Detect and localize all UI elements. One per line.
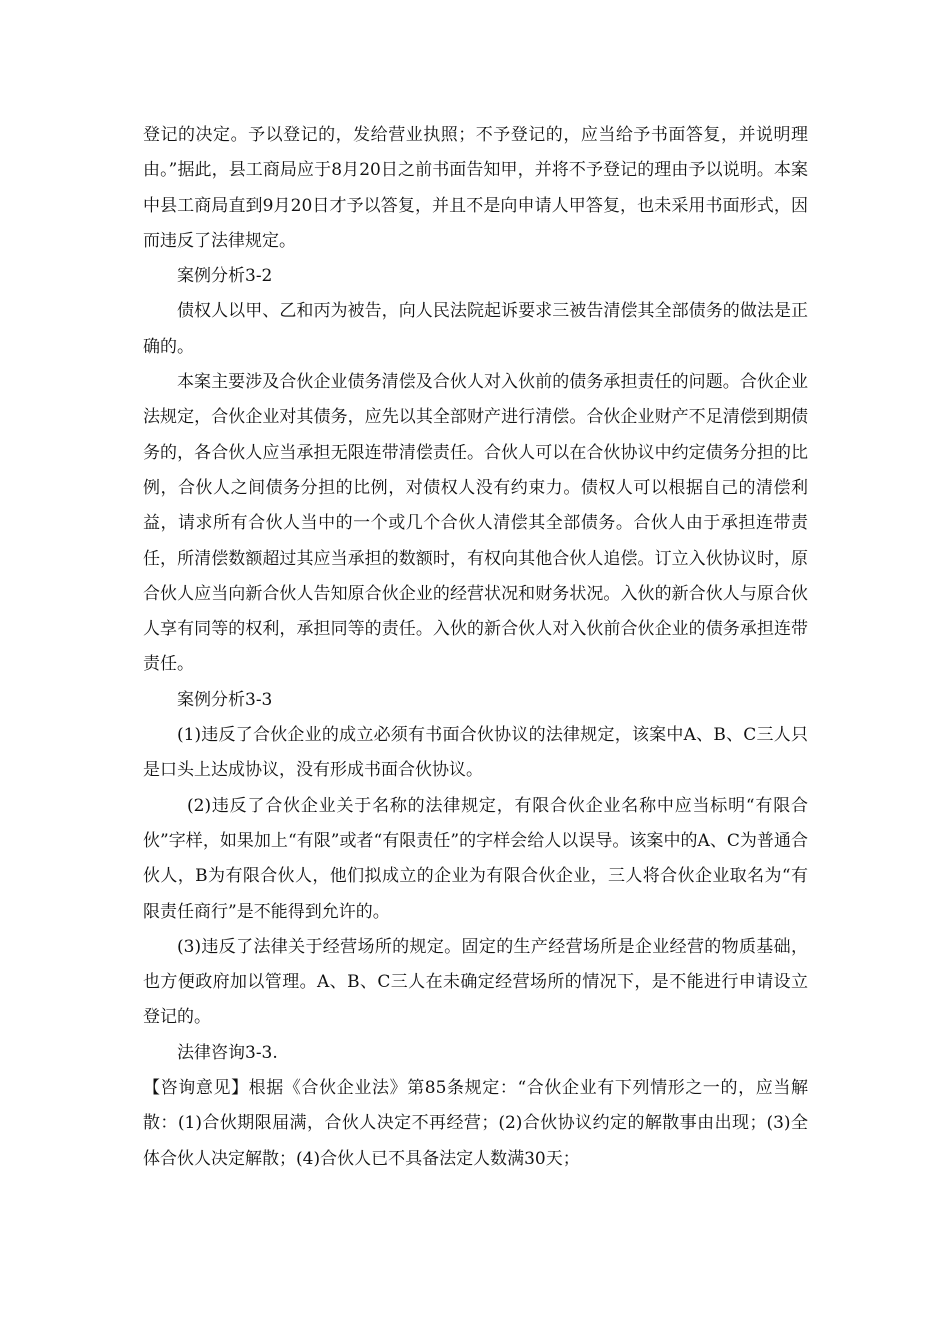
paragraph-point-3: (3)违反了法律关于经营场所的规定。固定的生产经营场所是企业经营的物质基础，也方便政府加以管理。A、B、C三人在未确定经营场所的情况下，是不能进行申请设立登记的。	[143, 936, 808, 1028]
paragraph-consultation-opinion: 【咨询意见】根据《合伙企业法》第85条规定：“合伙企业有下列情形之一的，应当解散：(1)合伙期限届满，合伙人决定不再经营；(2)合伙协议约定的解散事由出现；(3)全体合伙人决定解散；(4)合伙人已不具备法定人数满30天；	[143, 1078, 808, 1169]
paragraph-registration-decision: 登记的决定。予以登记的，发给营业执照；不予登记的，应当给予书面答复，并说明理由。”据此，县工商局应于8月20日之前书面告知甲，并将不予登记的理由予以说明。本案中县工商局直到9月20日才予以答复，并且不是向申请人甲答复，也未采用书面形式，因而违反了法律规定。	[143, 125, 808, 251]
document-body	[143, 118, 808, 1177]
paragraph-point-2: (2)违反了合伙企业关于名称的法律规定，有限合伙企业名称中应当标明“有限合伙”字样，如果加上“有限”或者“有限责任”的字样会给人以误导。该案中的A、C为普通合伙人，B为有限合伙人，他们拟成立的企业为有限合伙企业，三人将合伙企业取名为“有限责任商行”是不能得到允许的。	[143, 795, 808, 922]
paragraph-creditor-lawsuit: 债权人以甲、乙和丙为被告，向人民法院起诉要求三被告清偿其全部债务的做法是正确的。	[143, 301, 808, 357]
paragraph-point-1: (1)违反了合伙企业的成立必须有书面合伙协议的法律规定，该案中A、B、C三人只是口头上达成协议，没有形成书面合伙协议。	[143, 725, 808, 781]
paragraph-partnership-debt-analysis: 本案主要涉及合伙企业债务清偿及合伙人对入伙前的债务承担责任的问题。合伙企业法规定，合伙企业对其债务，应先以其全部财产进行清偿。合伙企业财产不足清偿到期债务的，各合伙人应当承担无限连带清偿责任。合伙人可以在合伙协议中约定债务分担的比例，合伙人之间债务分担的比例，对债权人没有约束力。债权人可以根据自己的清偿利益，请求所有合伙人当中的一个或几个合伙人清偿其全部债务。合伙人由于承担连带责任，所清偿数额超过其应当承担的数额时，有权向其他合伙人追偿。订立入伙协议时，原合伙人应当向新合伙人告知原合伙企业的经营状况和财务状况。入伙的新合伙人与原合伙人享有同等的权利，承担同等的责任。入伙的新合伙人对入伙前合伙企业的债务承担连带责任。	[143, 372, 808, 675]
heading-case-analysis-3-2: 案例分析3-2	[177, 266, 273, 287]
heading-case-analysis-3-3: 案例分析3-3	[177, 689, 273, 710]
heading-legal-consultation-3-3: 法律咨询3-3.	[177, 1042, 278, 1063]
